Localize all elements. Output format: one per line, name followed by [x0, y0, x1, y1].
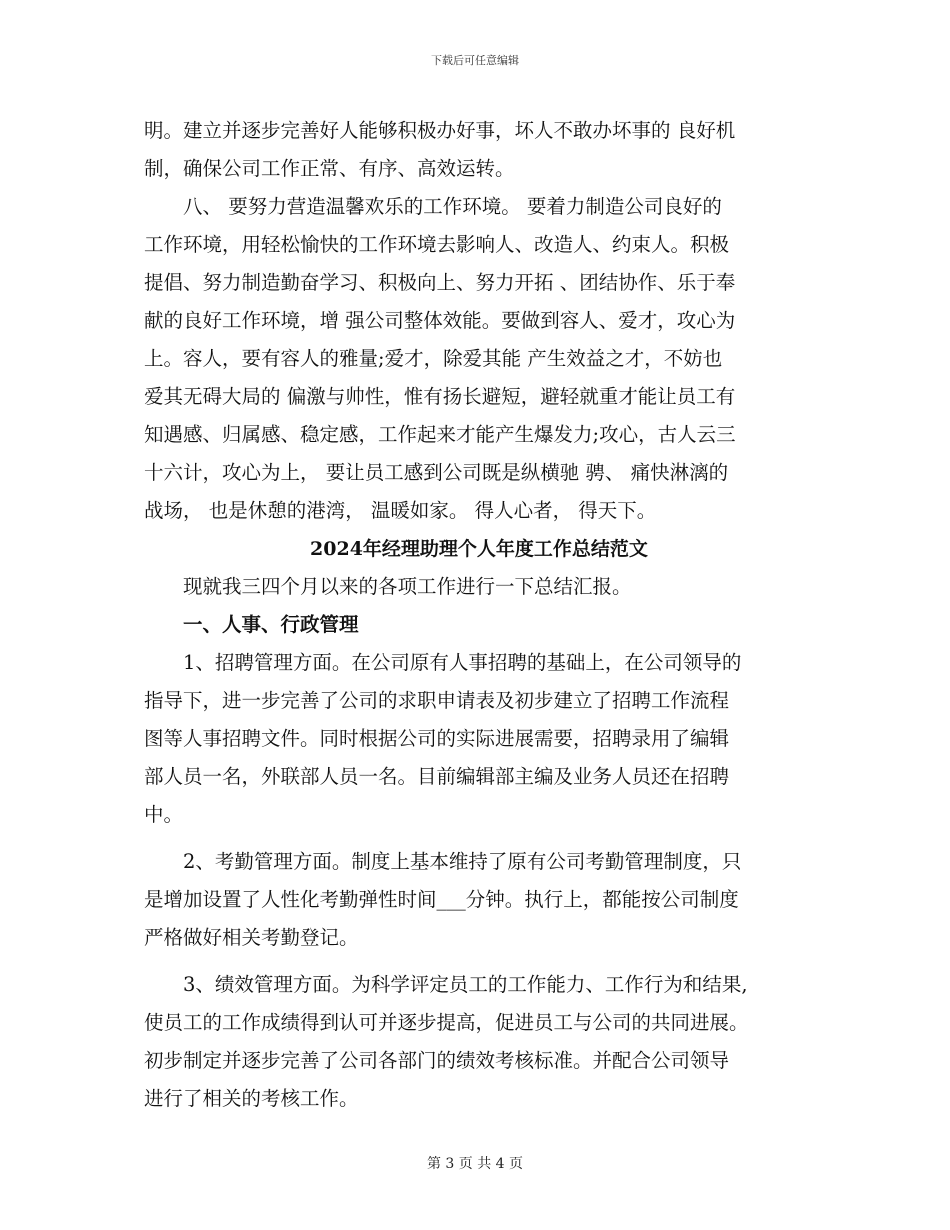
page-header: 下载后可任意编辑 — [431, 54, 519, 67]
text-line: 图等人事招聘文件。同时根据公司的实际进展需要，招聘录用了编辑 — [144, 727, 730, 750]
paragraph-work-environment — [144, 188, 814, 530]
text-line: 2、考勤管理方面。制度上基本维持了原有公司考勤管理制度，只 — [144, 850, 742, 873]
text-line: 知遇感、归属感、稳定感，工作起来才能产生爆发力;攻心，古人云三 — [144, 423, 736, 446]
text-line: 进行了相关的考核工作。 — [144, 1087, 359, 1110]
text-line: 中。 — [144, 803, 184, 826]
section-heading — [144, 606, 814, 644]
text-line: 是增加设置了人性化考勤弹性时间___分钟。执行上，都能按公司制度 — [144, 888, 739, 911]
text-line: 严格做好相关考勤登记。 — [144, 926, 359, 949]
text-line: 部人员一名，外联部人员一名。目前编辑部主编及业务人员还在招聘 — [144, 765, 730, 788]
text-line: 工作环境，用轻松愉快的工作环境去影响人、改造人、约束人。积极 — [144, 233, 730, 256]
paragraph-attendance — [144, 843, 814, 957]
text-line: 指导下，进一步完善了公司的求职申请表及初步建立了招聘工作流程 — [144, 689, 730, 712]
text-line: 1、招聘管理方面。在公司原有人事招聘的基础上，在公司领导的 — [144, 651, 742, 674]
heading-line: 一、人事、行政管理 — [144, 613, 359, 636]
page-footer: 第 3 页 共 4 页 — [426, 1156, 524, 1172]
intro-paragraph — [144, 568, 814, 606]
text-line: 十六计，攻心为上， 要让员工感到公司既是纵横驰 骋、 痛快淋漓的 — [144, 461, 729, 484]
text-line: 提倡、努力制造勤奋学习、积极向上、努力开拓 、团结协作、乐于奉 — [144, 271, 736, 294]
text-line: 使员工的工作成绩得到认可并逐步提高，促进员工与公司的共同进展。 — [144, 1011, 749, 1034]
text-line: 明。建立并逐步完善好人能够积极办好事，坏人不敢办坏事的 良好机 — [144, 119, 736, 142]
text-line: 爱其无碍大局的 偏激与帅性，惟有扬长避短，避轻就重才能让员工有 — [144, 385, 736, 408]
paragraph-performance — [144, 966, 814, 1118]
text-line: 八、 要努力营造温馨欢乐的工作环境。 要着力制造公司良好的 — [144, 195, 722, 218]
text-line: 献的良好工作环境，增 强公司整体效能。要做到容人、爱才，攻心为 — [144, 309, 736, 332]
text-line: 制，确保公司工作正常、有序、高效运转。 — [144, 157, 515, 180]
document-title: 2024年经理助理个人年度工作总结范文 — [310, 538, 648, 560]
text-line: 3、绩效管理方面。为科学评定员工的工作能力、工作行为和结果, — [144, 973, 748, 996]
text-line: 上。容人，要有容人的雅量;爱才，除爱其能 产生效益之才，不妨也 — [144, 347, 723, 370]
text-line: 初步制定并逐步完善了公司各部门的绩效考核标准。并配合公司领导 — [144, 1049, 730, 1072]
paragraph-recruitment — [144, 644, 814, 834]
paragraph-continuation — [144, 112, 814, 188]
text-line: 战场， 也是休憩的港湾， 温暖如家。 得人心者， 得天下。 — [144, 499, 657, 522]
document-body — [144, 112, 814, 1118]
text-line: 现就我三四个月以来的各项工作进行一下总结汇报。 — [144, 575, 632, 598]
